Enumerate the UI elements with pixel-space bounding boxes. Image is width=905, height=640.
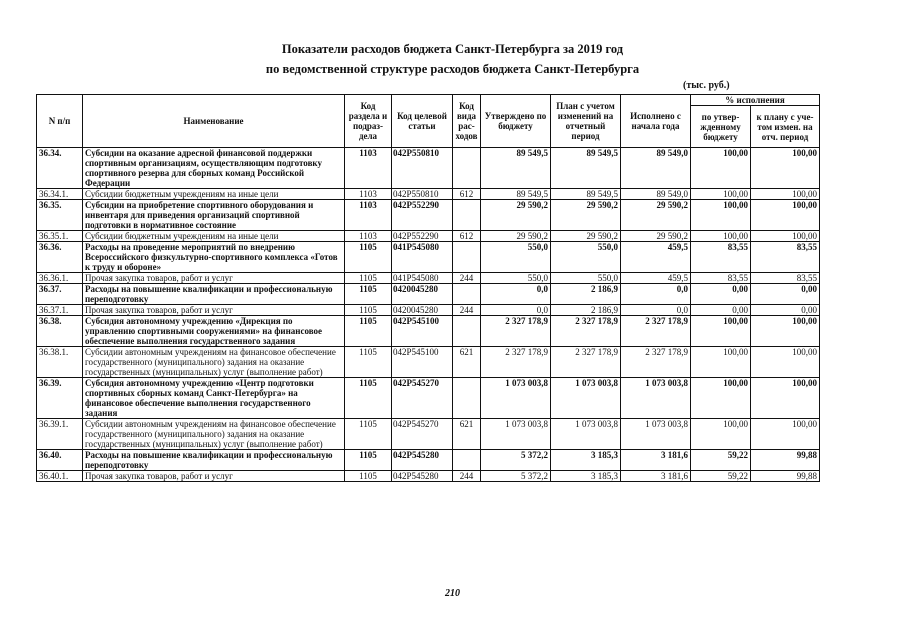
target-code: 042P545100 [392, 347, 453, 378]
row-number: 36.40. [37, 450, 83, 471]
executed-amount: 29 590,2 [621, 200, 691, 231]
row-number: 36.36. [37, 242, 83, 273]
table-body [37, 148, 820, 482]
expense-type-code [453, 378, 481, 419]
pct-budget: 100,00 [691, 148, 751, 189]
report-subtitle: по ведомственной структуре расходов бюджета Санкт-Петербурга [265, 62, 640, 76]
plan-amount: 550,0 [551, 242, 621, 273]
page-number: 210 [445, 588, 460, 599]
pct-plan: 100,00 [751, 189, 820, 200]
pct-budget: 100,00 [691, 200, 751, 231]
table-row [37, 189, 820, 200]
target-code: 042P545100 [392, 316, 453, 347]
target-code: 042P545270 [392, 419, 453, 450]
plan-amount: 550,0 [551, 273, 621, 284]
executed-amount: 29 590,2 [621, 231, 691, 242]
section-code: 1103 [345, 231, 392, 242]
section-code: 1105 [345, 378, 392, 419]
pct-budget: 100,00 [691, 316, 751, 347]
row-number: 36.37. [37, 284, 83, 305]
header-num: N п/п [37, 95, 83, 148]
target-code: 042P550810 [392, 148, 453, 189]
expense-type-code: 244 [453, 305, 481, 316]
row-number: 36.35.1. [37, 231, 83, 242]
target-code: 041P545080 [392, 242, 453, 273]
pct-plan: 100,00 [751, 200, 820, 231]
plan-amount: 89 549,5 [551, 189, 621, 200]
table-row [37, 419, 820, 450]
expense-type-code: 612 [453, 189, 481, 200]
target-code: 042P545280 [392, 471, 453, 482]
executed-amount: 0,0 [621, 305, 691, 316]
table-row [37, 200, 820, 231]
plan-amount: 3 185,3 [551, 450, 621, 471]
pct-plan: 100,00 [751, 419, 820, 450]
row-name: Субсидии на приобретение спортивного оборудования и инвентаря для приведения организаций спортивной подготовки в нормативное состояние [83, 200, 345, 231]
expense-type-code: 244 [453, 471, 481, 482]
executed-amount: 89 549,0 [621, 189, 691, 200]
approved-amount: 0,0 [481, 284, 551, 305]
executed-amount: 0,0 [621, 284, 691, 305]
section-code: 1105 [345, 347, 392, 378]
expense-type-code [453, 284, 481, 305]
header-executed: Исполнено с начала года [621, 95, 691, 148]
target-code: 042P545280 [392, 450, 453, 471]
target-code: 042P552290 [392, 231, 453, 242]
approved-amount: 5 372,2 [481, 450, 551, 471]
section-code: 1105 [345, 242, 392, 273]
section-code: 1105 [345, 419, 392, 450]
row-name: Субсидии автономным учреждениям на финансовое обеспечение государственного (муниципального) задания на оказание государственных (муниципальных) услуг (выполнение работ) [83, 347, 345, 378]
table-row [37, 231, 820, 242]
executed-amount: 1 073 003,8 [621, 378, 691, 419]
header-pct-budget: по утвер-жденному бюджету [691, 106, 751, 148]
table-row [37, 242, 820, 273]
pct-plan: 83,55 [751, 273, 820, 284]
header-target-code: Код целевой статьи [392, 95, 453, 148]
section-code: 1105 [345, 316, 392, 347]
section-code: 1103 [345, 189, 392, 200]
header-type-code: Код вида рас-ходов [453, 95, 481, 148]
approved-amount: 550,0 [481, 242, 551, 273]
plan-amount: 2 327 178,9 [551, 316, 621, 347]
pct-budget: 0,00 [691, 284, 751, 305]
pct-plan: 100,00 [751, 378, 820, 419]
expense-type-code [453, 316, 481, 347]
pct-budget: 100,00 [691, 231, 751, 242]
executed-amount: 459,5 [621, 242, 691, 273]
row-name: Субсидия автономному учреждению «Центр подготовки спортивных сборных команд Санкт-Петербурга» на финансовое обеспечение выполнения государственного задания [83, 378, 345, 419]
row-name: Субсидии бюджетным учреждениям на иные цели [83, 189, 345, 200]
pct-budget: 100,00 [691, 189, 751, 200]
header-plan: План с учетом изменений на отчетный период [551, 95, 621, 148]
section-code: 1105 [345, 273, 392, 284]
approved-amount: 29 590,2 [481, 200, 551, 231]
target-code: 0420045280 [392, 305, 453, 316]
pct-budget: 100,00 [691, 378, 751, 419]
row-name: Расходы на повышение квалификации и профессиональную переподготовку [83, 450, 345, 471]
header-section-code: Код раздела и подраз-дела [345, 95, 392, 148]
table-row [37, 471, 820, 482]
row-number: 36.34. [37, 148, 83, 189]
row-name: Прочая закупка товаров, работ и услуг [83, 471, 345, 482]
row-name: Субсидия автономному учреждению «Дирекция по управлению спортивными сооружениями» на финансовое обеспечение выполнения государственного задания [83, 316, 345, 347]
pct-budget: 59,22 [691, 450, 751, 471]
plan-amount: 1 073 003,8 [551, 378, 621, 419]
executed-amount: 1 073 003,8 [621, 419, 691, 450]
approved-amount: 89 549,5 [481, 189, 551, 200]
row-name: Прочая закупка товаров, работ и услуг [83, 273, 345, 284]
expense-type-code: 621 [453, 347, 481, 378]
target-code: 042P545270 [392, 378, 453, 419]
approved-amount: 0,0 [481, 305, 551, 316]
pct-plan: 100,00 [751, 347, 820, 378]
plan-amount: 2 186,9 [551, 305, 621, 316]
approved-amount: 550,0 [481, 273, 551, 284]
executed-amount: 2 327 178,9 [621, 316, 691, 347]
plan-amount: 29 590,2 [551, 200, 621, 231]
pct-budget: 100,00 [691, 347, 751, 378]
plan-amount: 29 590,2 [551, 231, 621, 242]
header-name: Наименование [83, 95, 345, 148]
pct-plan: 0,00 [751, 284, 820, 305]
approved-amount: 5 372,2 [481, 471, 551, 482]
expense-type-code [453, 242, 481, 273]
approved-amount: 2 327 178,9 [481, 347, 551, 378]
section-code: 1105 [345, 305, 392, 316]
pct-plan: 99,88 [751, 450, 820, 471]
row-number: 36.36.1. [37, 273, 83, 284]
pct-plan: 99,88 [751, 471, 820, 482]
table-row [37, 378, 820, 419]
section-code: 1105 [345, 450, 392, 471]
approved-amount: 89 549,5 [481, 148, 551, 189]
row-name: Расходы на повышение квалификации и профессиональную переподготовку [83, 284, 345, 305]
pct-plan: 83,55 [751, 242, 820, 273]
table-row [37, 305, 820, 316]
target-code: 041P545080 [392, 273, 453, 284]
row-number: 36.39.1. [37, 419, 83, 450]
table-row [37, 148, 820, 189]
row-name: Расходы на проведение мероприятий по внедрению Всероссийского физкультурно-спортивного комплекса «Готов к труду и обороне» [83, 242, 345, 273]
approved-amount: 29 590,2 [481, 231, 551, 242]
section-code: 1103 [345, 148, 392, 189]
pct-plan: 100,00 [751, 231, 820, 242]
expense-type-code: 244 [453, 273, 481, 284]
plan-amount: 89 549,5 [551, 148, 621, 189]
units-label: (тыс. руб.) [683, 80, 730, 91]
table-row [37, 284, 820, 305]
pct-plan: 100,00 [751, 316, 820, 347]
row-name: Субсидии автономным учреждениям на финансовое обеспечение государственного (муниципального) задания на оказание государственных (муниципальных) услуг (выполнение работ) [83, 419, 345, 450]
header-approved: Утверждено по бюджету [481, 95, 551, 148]
approved-amount: 1 073 003,8 [481, 419, 551, 450]
row-number: 36.34.1. [37, 189, 83, 200]
row-number: 36.39. [37, 378, 83, 419]
report-title: Показатели расходов бюджета Санкт-Петербурга за 2019 год [281, 42, 624, 56]
pct-budget: 59,22 [691, 471, 751, 482]
executed-amount: 89 549,0 [621, 148, 691, 189]
pct-plan: 100,00 [751, 148, 820, 189]
executed-amount: 2 327 178,9 [621, 347, 691, 378]
table-row [37, 347, 820, 378]
table-row [37, 273, 820, 284]
row-name: Субсидии на оказание адресной финансовой поддержки спортивным организациям, осуществляющим подготовку спортивного резерва для сборных команд Российской Федерации [83, 148, 345, 189]
plan-amount: 2 327 178,9 [551, 347, 621, 378]
executed-amount: 459,5 [621, 273, 691, 284]
expense-type-code: 612 [453, 231, 481, 242]
expense-type-code [453, 200, 481, 231]
pct-budget: 100,00 [691, 419, 751, 450]
header-pct-plan: к плану с уче-том измен. на отч. период [751, 106, 820, 148]
budget-table [36, 94, 820, 482]
expense-type-code: 621 [453, 419, 481, 450]
approved-amount: 1 073 003,8 [481, 378, 551, 419]
row-number: 36.35. [37, 200, 83, 231]
row-number: 36.40.1. [37, 471, 83, 482]
pct-budget: 0,00 [691, 305, 751, 316]
expense-type-code [453, 450, 481, 471]
plan-amount: 3 185,3 [551, 471, 621, 482]
target-code: 042P550810 [392, 189, 453, 200]
row-name: Прочая закупка товаров, работ и услуг [83, 305, 345, 316]
table-row [37, 316, 820, 347]
approved-amount: 2 327 178,9 [481, 316, 551, 347]
section-code: 1103 [345, 200, 392, 231]
expense-type-code [453, 148, 481, 189]
table-row [37, 450, 820, 471]
row-number: 36.38. [37, 316, 83, 347]
plan-amount: 2 186,9 [551, 284, 621, 305]
section-code: 1105 [345, 471, 392, 482]
pct-plan: 0,00 [751, 305, 820, 316]
header-percent-group: % исполнения [691, 95, 820, 106]
executed-amount: 3 181,6 [621, 471, 691, 482]
row-name: Субсидии бюджетным учреждениям на иные цели [83, 231, 345, 242]
plan-amount: 1 073 003,8 [551, 419, 621, 450]
pct-budget: 83,55 [691, 242, 751, 273]
row-number: 36.38.1. [37, 347, 83, 378]
target-code: 042P552290 [392, 200, 453, 231]
row-number: 36.37.1. [37, 305, 83, 316]
section-code: 1105 [345, 284, 392, 305]
pct-budget: 83,55 [691, 273, 751, 284]
executed-amount: 3 181,6 [621, 450, 691, 471]
target-code: 0420045280 [392, 284, 453, 305]
